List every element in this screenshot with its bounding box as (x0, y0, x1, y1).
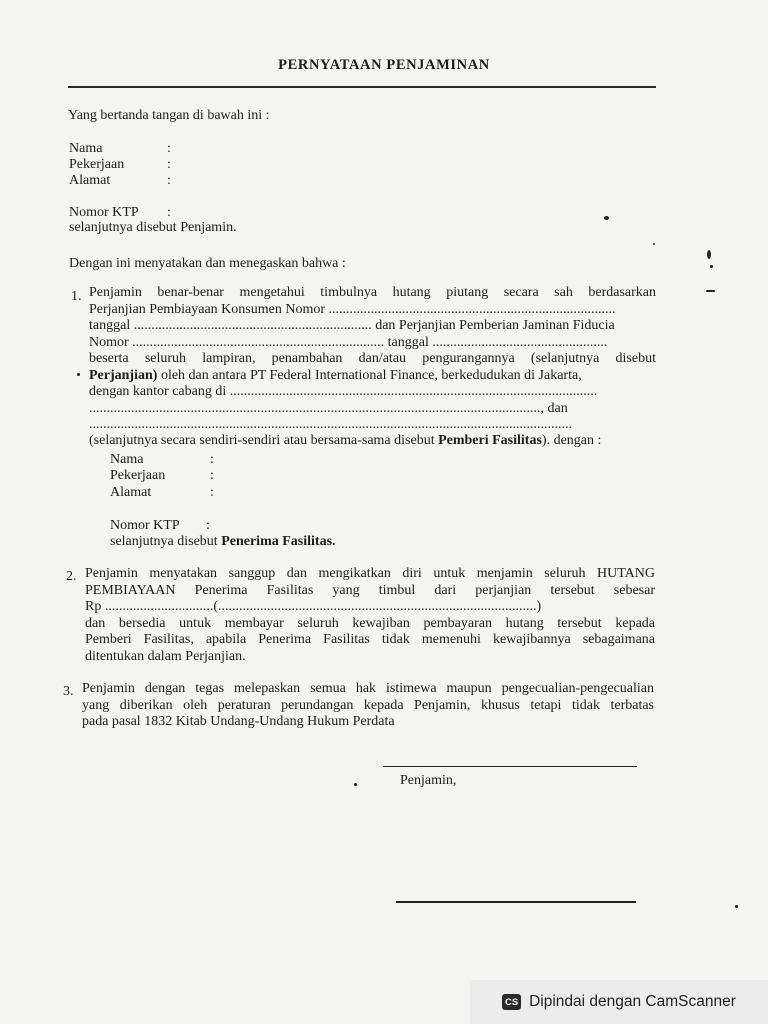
clause-line-perjanjian (89, 368, 656, 385)
field-row-alamat (69, 173, 171, 189)
clause-line: .......................................................................................................................................... (89, 417, 572, 432)
penerima-reference (110, 534, 336, 550)
field-separator: : (210, 485, 214, 500)
field-label: Nomor KTP (69, 205, 139, 220)
field-row-nomor-ktp (69, 205, 171, 221)
clause-line: Pemberi Fasilitas, apabila Penerima Fasilitas tidak memenuhi kewajibannya sebagaimana (85, 632, 655, 647)
field-separator: : (167, 173, 171, 188)
scan-speck (706, 290, 715, 292)
camscanner-watermark (470, 980, 768, 1024)
field-row-alamat-penerima (110, 485, 214, 501)
penerima-term: Penerima Fasilitas. (221, 534, 336, 549)
clause-line-rest: oleh dan antara PT Federal International Finance, berkedudukan di Jakarta, (157, 367, 582, 383)
scan-speck (354, 783, 357, 786)
pemberi-suffix: ). dengan : (541, 433, 602, 448)
pemberi-prefix: (selanjutnya secara sendiri-sendiri atau bersama-sama disebut (89, 433, 439, 448)
field-separator: : (167, 141, 171, 156)
clause-2 (85, 566, 655, 665)
clause-line: Rp ...............................(...........................................................................................) (85, 599, 542, 614)
item-number: 3. (63, 684, 74, 699)
watermark-text: Dipindai dengan CamScanner (529, 993, 736, 1010)
scan-speck (707, 250, 711, 259)
field-row-ktp-penerima (110, 518, 210, 534)
item-number: 1. (71, 289, 82, 304)
signature-line (396, 901, 636, 903)
clause-line: Penjamin menyatakan sanggup dan mengikatkan diri untuk menjamin seluruh HUTANG (85, 566, 655, 581)
signature-label: Penjamin, (400, 773, 457, 788)
field-label: Nama (69, 141, 103, 156)
field-label: Pekerjaan (69, 157, 125, 172)
penerima-prefix: selanjutnya disebut (110, 534, 222, 549)
field-row-nama-penerima (110, 452, 214, 468)
declaration-text: Dengan ini menyatakan dan menegaskan bahwa : (69, 256, 346, 271)
clause-line: pada pasal 1832 Kitab Undang-Undang Hukum Perdata (82, 714, 395, 729)
clause-line: PEMBIAYAAN Penerima Fasilitas yang timbul dari perjanjian tersebut sebesar (85, 582, 655, 598)
document-title: PERNYATAAN PENJAMINAN (278, 57, 490, 73)
scan-speck (604, 216, 609, 220)
field-separator: : (167, 157, 171, 172)
field-label: Pekerjaan (110, 468, 166, 483)
field-label: Nama (110, 452, 144, 467)
clause-line: Penjamin dengan tegas melepaskan semua hak istimewa maupun pengecualian-pengecualian (82, 681, 654, 696)
clause-line: beserta seluruh lampiran, penambahan dan/atau pengurangannya (selanjutnya disebut (89, 351, 656, 366)
field-separator: : (210, 452, 214, 467)
clause-line: dan bersedia untuk membayar seluruh kewajiban pembayaran hutang tersebut kepada (85, 615, 655, 631)
clause-1 (89, 285, 656, 434)
clause-line: tanggal .................................................................... dan Perjanjian Pemberian Jaminan Fiducia (89, 318, 615, 333)
clause-line: yang diberikan oleh peraturan perundangan kepada Penjamin, khusus tetapi tidak terbatas (82, 697, 654, 713)
date-line (383, 766, 637, 767)
item-number: 2. (66, 569, 77, 584)
camscanner-logo-icon: CS (502, 994, 521, 1010)
field-row-nama (69, 141, 171, 157)
field-separator: : (167, 205, 171, 220)
penjamin-reference: selanjutnya disebut Penjamin. (69, 220, 237, 235)
scan-speck (77, 373, 80, 376)
clause-3 (82, 681, 654, 731)
clause-line: dengan kantor cabang di ......................................................................................................... (89, 384, 598, 399)
clause-line: ditentukan dalam Perjanjian. (85, 648, 246, 664)
field-label: Alamat (110, 485, 152, 500)
pemberi-fasilitas-line (89, 433, 601, 449)
field-label: Alamat (69, 173, 111, 188)
clause-line: Perjanjian Pembiayaan Konsumen Nomor .................................................................................. (89, 301, 616, 317)
clause-line: Nomor ........................................................................ tanggal .................................................. (89, 334, 608, 350)
title-divider (68, 86, 656, 88)
field-row-pekerjaan (69, 157, 171, 173)
field-row-pekerjaan-penerima (110, 468, 214, 484)
perjanjian-term: Perjanjian) (89, 367, 158, 383)
field-separator: : (210, 468, 214, 483)
scan-speck (653, 243, 655, 245)
clause-line: Penjamin benar-benar mengetahui timbulnya hutang piutang secara sah berdasarkan (89, 285, 656, 300)
field-label: Nomor KTP (110, 518, 180, 533)
scan-speck (735, 905, 738, 908)
pemberi-term: Pemberi Fasilitas (438, 433, 542, 448)
field-separator: : (206, 518, 210, 533)
scan-speck (710, 265, 713, 268)
intro-text: Yang bertanda tangan di bawah ini : (68, 108, 270, 123)
clause-line: ................................................................................................................................., dan (89, 400, 568, 416)
